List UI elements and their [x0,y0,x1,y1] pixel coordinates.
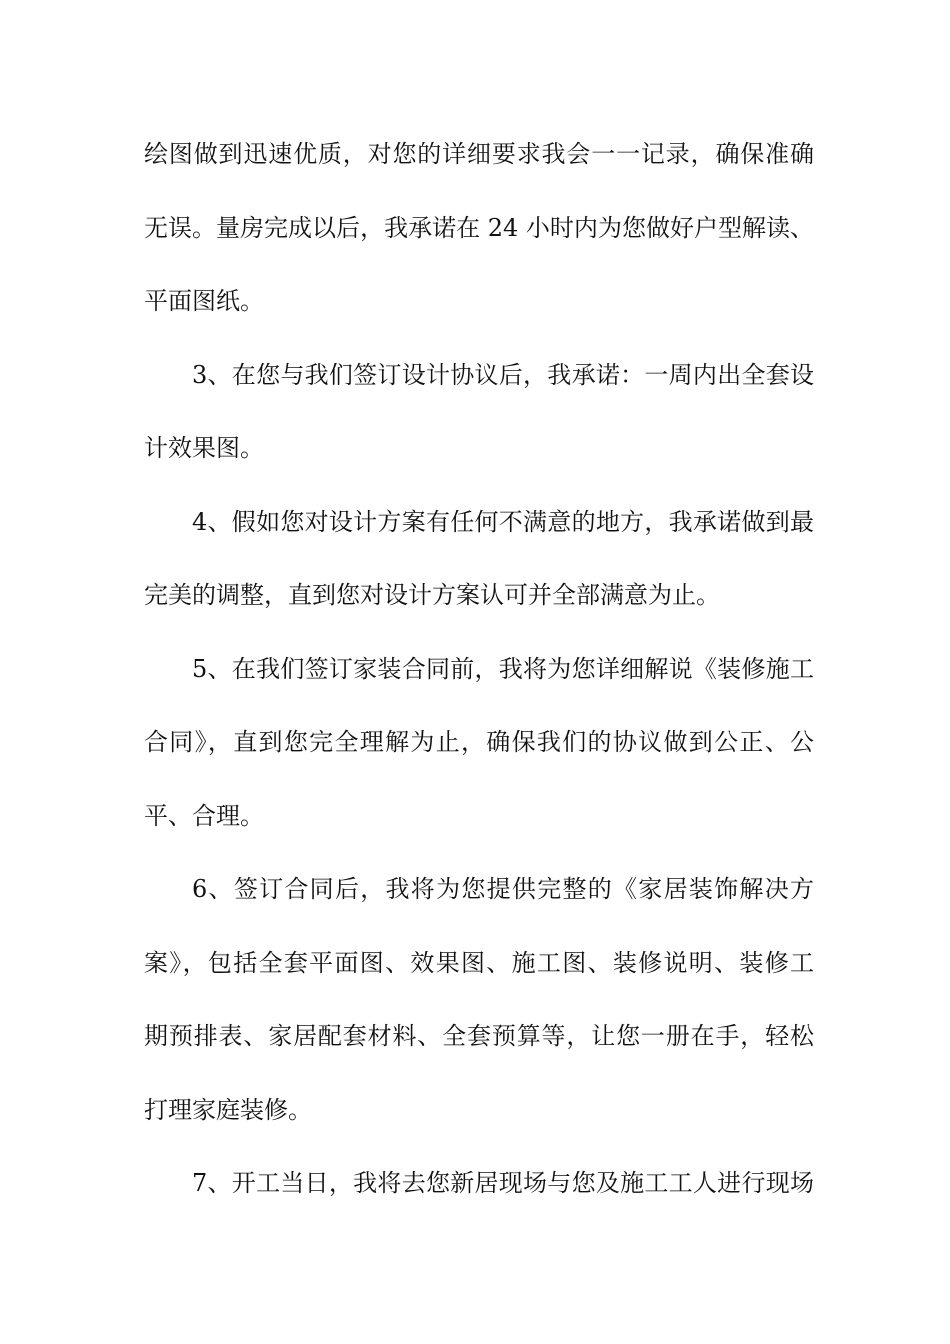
text-line: 打理家庭装修。 [144,1095,312,1124]
document-body [144,127,814,1230]
paragraph-3-start: 3、在您与我们签订设计协议后，我承诺：一周内出全套设 [192,360,814,389]
paragraph-4-start: 4、假如您对设计方案有任何不满意的地方，我承诺做到最 [192,507,814,536]
paragraph-5-start: 5、在我们签订家装合同前，我将为您详细解说《装修施工 [192,654,814,683]
text-line: 案》，包括全套平面图、效果图、施工图、装修说明、装修工 [144,948,814,977]
text-line: 绘图做到迅速优质，对您的详细要求我会一一记录，确保准确 [144,140,814,168]
text-line: 无误。量房完成以后，我承诺在 24 小时内为您做好户型解读、 [144,213,814,242]
text-line: 平面图纸。 [144,287,264,315]
paragraph-6-start: 6、签订合同后，我将为您提供完整的《家居装饰解决方 [192,875,814,903]
text-line: 期预排表、家居配套材料、全套预算等，让您一册在手，轻松 [144,1022,814,1050]
text-line: 完美的调整，直到您对设计方案认可并全部满意为止。 [144,581,720,609]
paragraph-7-start: 7、开工当日，我将去您新居现场与您及施工工人进行现场 [192,1169,814,1197]
text-line: 平、合理。 [144,801,264,830]
text-line: 合同》，直到您完全理解为止，确保我们的协议做到公正、公 [144,728,814,756]
text-line: 计效果图。 [144,434,264,462]
